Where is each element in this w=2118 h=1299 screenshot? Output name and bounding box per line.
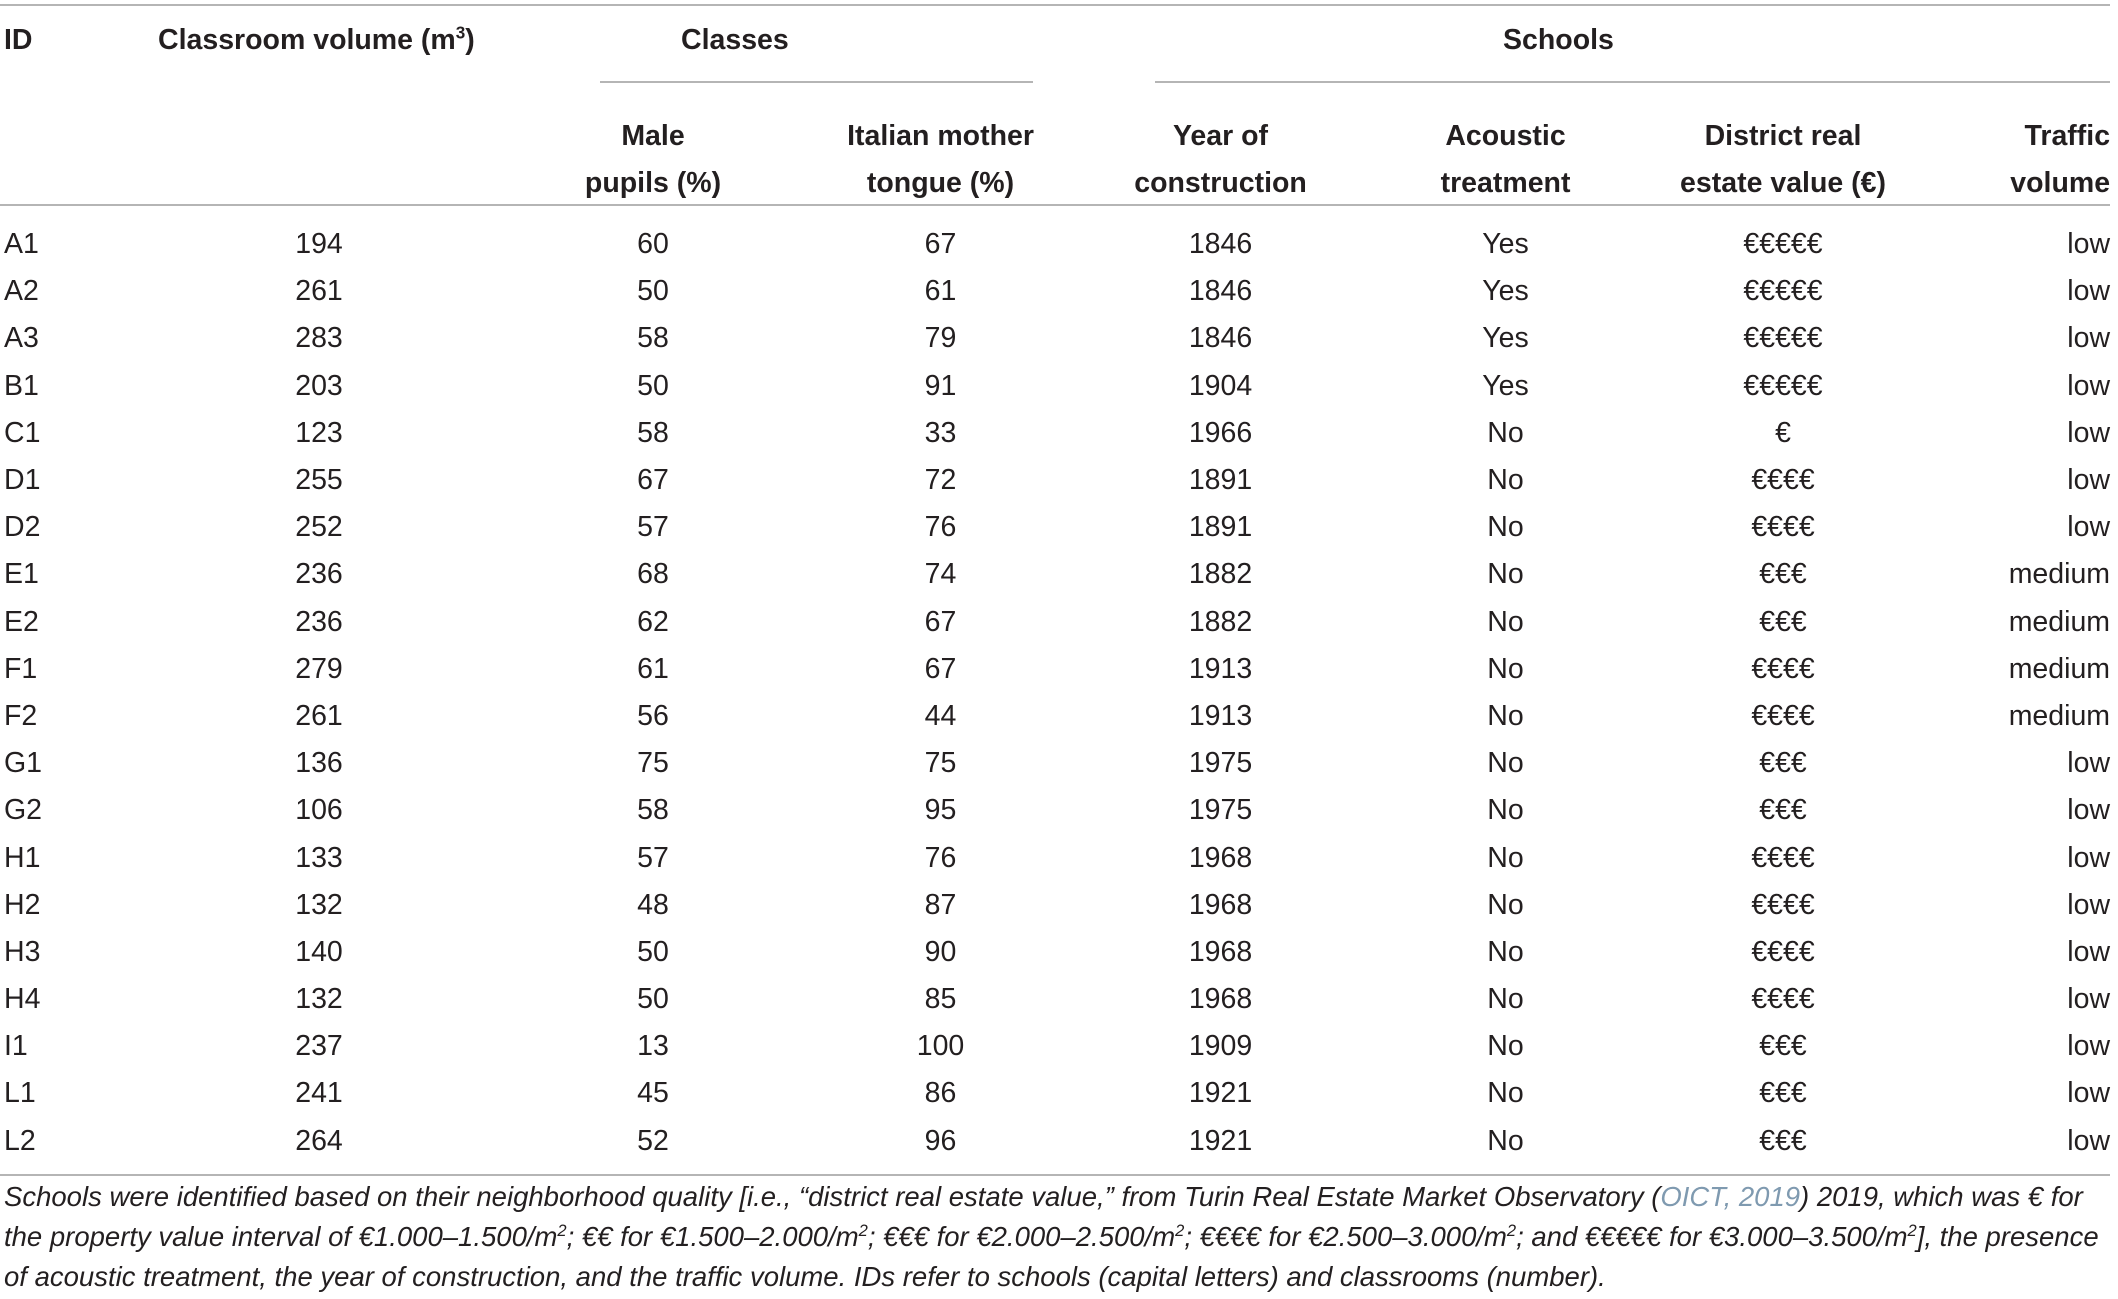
- cell-district-value: €€€: [1759, 1077, 1807, 1110]
- group-header-classes: Classes: [681, 24, 789, 56]
- cell-volume: 261: [295, 275, 343, 308]
- cell-year: 1968: [1188, 935, 1253, 968]
- cell-volume: 237: [295, 1030, 343, 1063]
- cell-acoustic: Yes: [1482, 322, 1529, 355]
- acoustic-line-1: Acoustic: [1445, 120, 1566, 152]
- cell-id: G2: [4, 794, 43, 827]
- header-column-row: [0, 99, 2110, 221]
- col-header-volume-empty: [110, 99, 528, 221]
- district-line-2: estate value (€): [1680, 167, 1886, 199]
- cell-male-pct: [528, 504, 798, 551]
- cell-volume: 132: [295, 983, 343, 1016]
- cell-male-pct-value: 50: [637, 935, 669, 968]
- cell-italian-pct: 85: [924, 983, 957, 1016]
- cell-italian-pct: 86: [924, 1077, 957, 1110]
- table-row: [0, 268, 2110, 315]
- cell-volume: 279: [295, 652, 343, 685]
- cell-id: C1: [4, 416, 41, 449]
- cell-acoustic: No: [1487, 794, 1524, 827]
- cell-year: 1846: [1188, 322, 1253, 355]
- cell-acoustic: No: [1487, 1030, 1524, 1063]
- cell-volume: 140: [295, 935, 343, 968]
- cell-male-pct-value: 50: [637, 983, 669, 1016]
- cell-year: 1891: [1188, 464, 1253, 497]
- table-body: [0, 221, 2110, 1165]
- footnote-part-3: ; €€ for €1.500–2.000/m: [566, 1221, 859, 1252]
- cell-traffic: low: [2067, 275, 2111, 308]
- cell-italian-pct: 76: [924, 511, 957, 544]
- cell-male-pct-value: 58: [637, 416, 669, 449]
- cell-male-pct-value: 57: [637, 841, 669, 874]
- cell-male-pct-value: 50: [637, 369, 669, 402]
- table-row: [0, 693, 2110, 740]
- cell-acoustic: No: [1487, 1077, 1524, 1110]
- cell-id: E2: [4, 605, 39, 638]
- cell-male-pct-value: 61: [637, 652, 669, 685]
- table-row: [0, 976, 2110, 1023]
- cell-traffic: low: [2067, 511, 2111, 544]
- cell-acoustic: No: [1487, 747, 1524, 780]
- cell-id: B1: [4, 369, 39, 402]
- cell-volume: 123: [295, 416, 343, 449]
- cell-year: 1921: [1188, 1124, 1253, 1157]
- table-row: [0, 646, 2110, 693]
- cell-year: 1909: [1188, 1030, 1253, 1063]
- cell-volume: 241: [295, 1077, 343, 1110]
- group-header-schools: Schools: [1503, 24, 1614, 56]
- cell-male-pct-value: 50: [637, 275, 669, 308]
- cell-district-value: €€€: [1759, 747, 1807, 780]
- footnote-sup-5: 2: [1907, 1221, 1917, 1240]
- cell-male-pct: [528, 599, 798, 646]
- footnote-sup-2: 2: [858, 1221, 868, 1240]
- cell-acoustic: No: [1487, 699, 1524, 732]
- cell-male-pct-value: 45: [637, 1077, 669, 1110]
- cell-district-value: €€€€: [1751, 935, 1815, 968]
- cell-male-pct: [528, 976, 798, 1023]
- table-row: [0, 551, 2110, 598]
- cell-volume: 194: [295, 228, 343, 261]
- cell-year: 1921: [1188, 1077, 1253, 1110]
- cell-acoustic: No: [1487, 935, 1524, 968]
- cell-district-value: €€€: [1759, 1124, 1807, 1157]
- cell-acoustic: No: [1487, 605, 1524, 638]
- cell-year: 1904: [1188, 369, 1253, 402]
- cell-year: 1968: [1188, 841, 1253, 874]
- male-line-1: Male: [621, 120, 685, 152]
- cell-male-pct: [528, 646, 798, 693]
- cell-traffic: medium: [2008, 558, 2111, 591]
- footnote-sup-3: 2: [1175, 1221, 1185, 1240]
- cell-italian-pct: 87: [924, 888, 957, 921]
- cell-traffic: low: [2067, 888, 2111, 921]
- cell-traffic: low: [2067, 1030, 2111, 1063]
- cell-id: D2: [4, 511, 41, 544]
- year-line-1: Year of: [1172, 120, 1269, 152]
- header-group-row: [0, 0, 2110, 99]
- cell-traffic: low: [2067, 369, 2111, 402]
- cell-id: A3: [4, 322, 39, 355]
- cell-italian-pct: 75: [924, 747, 957, 780]
- cell-male-pct-value: 60: [637, 228, 669, 261]
- col-header-acoustic: [1358, 99, 1653, 221]
- col-header-volume: [110, 0, 528, 99]
- cell-district-value: €€€€€: [1743, 228, 1823, 261]
- cell-italian-pct: 95: [924, 794, 957, 827]
- cell-id: H3: [4, 935, 41, 968]
- cell-year: 1968: [1188, 888, 1253, 921]
- cell-italian-pct: 44: [924, 699, 957, 732]
- cell-district-value: €€€€€: [1743, 322, 1823, 355]
- table-footnote: [4, 1177, 2114, 1297]
- cell-volume: 255: [295, 464, 343, 497]
- cell-traffic: low: [2067, 322, 2111, 355]
- cell-male-pct: [528, 551, 798, 598]
- cell-male-pct: [528, 1070, 798, 1117]
- cell-id: E1: [4, 558, 39, 591]
- cell-male-pct-value: 67: [637, 464, 669, 497]
- cell-male-pct-value: 75: [637, 747, 669, 780]
- cell-year: 1891: [1188, 511, 1253, 544]
- cell-male-pct: [528, 315, 798, 362]
- cell-acoustic: No: [1487, 888, 1524, 921]
- footnote-part-5: ; €€€€ for €2.500–3.000/m: [1184, 1221, 1507, 1252]
- cell-year: 1846: [1188, 275, 1253, 308]
- cell-italian-pct: 100: [916, 1030, 965, 1063]
- cell-acoustic: Yes: [1482, 228, 1529, 261]
- traffic-line-1: Traffic: [2024, 120, 2111, 152]
- cell-male-pct: [528, 882, 798, 929]
- cell-male-pct-value: 56: [637, 699, 669, 732]
- cell-id: L1: [4, 1077, 36, 1110]
- cell-year: 1975: [1188, 747, 1253, 780]
- col-header-id-empty: [0, 99, 110, 221]
- cell-italian-pct: 67: [924, 652, 957, 685]
- cell-year: 1882: [1188, 605, 1253, 638]
- cell-male-pct: [528, 740, 798, 787]
- cell-district-value: €€€€: [1751, 983, 1815, 1016]
- cell-male-pct-value: 68: [637, 558, 669, 591]
- cell-id: A1: [4, 228, 39, 261]
- cell-id: F1: [4, 652, 38, 685]
- cell-male-pct-value: 57: [637, 511, 669, 544]
- footnote-part-7: ], the presence of acoustic treatment, the year of construction, and the traffic volume. IDs refer to schools (capital letters) and classrooms (number).: [4, 1221, 2099, 1292]
- table-row: [0, 221, 2110, 268]
- cell-male-pct: [528, 363, 798, 410]
- volume-close: ): [465, 24, 475, 56]
- cell-traffic: low: [2067, 416, 2111, 449]
- table-row: [0, 1070, 2110, 1117]
- italian-line-1: Italian mother: [847, 120, 1034, 152]
- cell-male-pct-value: 13: [637, 1030, 669, 1063]
- cell-male-pct-value: 48: [637, 888, 669, 921]
- cell-male-pct: [528, 221, 798, 268]
- footnote-part-4: ; €€€ for €2.000–2.500/m: [867, 1221, 1176, 1252]
- footnote-citation-link[interactable]: OICT, 2019: [1660, 1181, 1801, 1212]
- col-header-traffic: [1913, 99, 2110, 221]
- cell-male-pct: [528, 457, 798, 504]
- cell-district-value: €€€€€: [1743, 275, 1823, 308]
- volume-superscript: 3: [455, 23, 466, 43]
- col-header-id: ID: [4, 24, 33, 56]
- table-row: [0, 929, 2110, 976]
- cell-id: D1: [4, 464, 41, 497]
- col-header-year: [1083, 99, 1358, 221]
- cell-volume: 133: [295, 841, 343, 874]
- cell-traffic: low: [2067, 794, 2111, 827]
- cell-volume: 261: [295, 699, 343, 732]
- col-header-district: [1653, 99, 1913, 221]
- cell-italian-pct: 61: [924, 275, 957, 308]
- volume-label: Classroom volume (m: [158, 24, 456, 56]
- table-row: [0, 787, 2110, 834]
- cell-italian-pct: 91: [924, 369, 957, 402]
- cell-district-value: €€€: [1759, 605, 1807, 638]
- cell-district-value: €€€: [1759, 794, 1807, 827]
- cell-male-pct-value: 52: [637, 1124, 669, 1157]
- cell-id: H1: [4, 841, 41, 874]
- cell-acoustic: No: [1487, 652, 1524, 685]
- cell-district-value: €: [1775, 416, 1791, 449]
- cell-italian-pct: 90: [924, 935, 957, 968]
- cell-acoustic: No: [1487, 511, 1524, 544]
- footnote-sup-1: 2: [557, 1221, 567, 1240]
- cell-volume: 136: [295, 747, 343, 780]
- cell-district-value: €€€€: [1751, 841, 1815, 874]
- cell-male-pct-value: 58: [637, 322, 669, 355]
- cell-year: 1913: [1188, 652, 1253, 685]
- cell-traffic: low: [2067, 228, 2111, 261]
- cell-district-value: €€€€: [1751, 511, 1815, 544]
- cell-id: G1: [4, 747, 43, 780]
- cell-acoustic: No: [1487, 983, 1524, 1016]
- cell-year: 1975: [1188, 794, 1253, 827]
- cell-volume: 236: [295, 558, 343, 591]
- footnote-sup-4: 2: [1506, 1221, 1517, 1240]
- cell-acoustic: No: [1487, 464, 1524, 497]
- table-row: [0, 834, 2110, 881]
- cell-traffic: low: [2067, 464, 2111, 497]
- cell-district-value: €€€€€: [1743, 369, 1823, 402]
- cell-acoustic: No: [1487, 841, 1524, 874]
- year-line-2: construction: [1134, 167, 1307, 199]
- cell-id: H4: [4, 983, 41, 1016]
- cell-male-pct: [528, 693, 798, 740]
- footnote-part-6: ; and €€€€€ for €3.000–3.500/m: [1516, 1221, 1908, 1252]
- cell-id: H2: [4, 888, 41, 921]
- cell-male-pct: [528, 410, 798, 457]
- cell-year: 1968: [1188, 983, 1253, 1016]
- cell-italian-pct: 33: [924, 416, 957, 449]
- cell-acoustic: Yes: [1482, 369, 1529, 402]
- cell-male-pct: [528, 834, 798, 881]
- footnote-part-2: ) 2019, which was € for the property value interval of €1.000–1.500/m: [4, 1181, 2083, 1252]
- cell-traffic: medium: [2008, 699, 2111, 732]
- cell-id: F2: [4, 699, 38, 732]
- district-line-1: District real: [1704, 120, 1862, 152]
- cell-volume: 264: [295, 1124, 343, 1157]
- cell-traffic: low: [2067, 1124, 2111, 1157]
- cell-traffic: medium: [2008, 652, 2111, 685]
- cell-traffic: low: [2067, 747, 2111, 780]
- col-header-italian: [798, 99, 1083, 221]
- traffic-line-2: volume: [2010, 167, 2111, 199]
- cell-year: 1882: [1188, 558, 1253, 591]
- table-bottom-rule: [0, 1174, 2110, 1176]
- table-row: [0, 599, 2110, 646]
- table-row: [0, 1023, 2110, 1070]
- cell-italian-pct: 67: [924, 228, 957, 261]
- cell-male-pct: [528, 1023, 798, 1070]
- table-row: [0, 363, 2110, 410]
- cell-traffic: low: [2067, 841, 2111, 874]
- cell-district-value: €€€€: [1751, 652, 1815, 685]
- cell-acoustic: Yes: [1482, 275, 1529, 308]
- male-line-2: pupils (%): [584, 167, 722, 199]
- cell-volume: 283: [295, 322, 343, 355]
- cell-traffic: low: [2067, 1077, 2111, 1110]
- cell-male-pct: [528, 787, 798, 834]
- cell-district-value: €€€€: [1751, 699, 1815, 732]
- cell-italian-pct: 67: [924, 605, 957, 638]
- acoustic-line-2: treatment: [1440, 167, 1571, 199]
- cell-italian-pct: 72: [924, 464, 957, 497]
- cell-italian-pct: 76: [924, 841, 957, 874]
- cell-acoustic: No: [1487, 1124, 1524, 1157]
- cell-year: 1966: [1188, 416, 1253, 449]
- cell-male-pct: [528, 1118, 798, 1165]
- cell-volume: 132: [295, 888, 343, 921]
- cell-acoustic: No: [1487, 558, 1524, 591]
- cell-italian-pct: 79: [924, 322, 957, 355]
- cell-male-pct-value: 58: [637, 794, 669, 827]
- cell-traffic: medium: [2008, 605, 2111, 638]
- table-row: [0, 410, 2110, 457]
- table-row: [0, 504, 2110, 551]
- cell-volume: 252: [295, 511, 343, 544]
- cell-traffic: low: [2067, 935, 2111, 968]
- cell-italian-pct: 74: [924, 558, 957, 591]
- table-row: [0, 1118, 2110, 1165]
- cell-year: 1846: [1188, 228, 1253, 261]
- cell-volume: 106: [295, 794, 343, 827]
- cell-id: L2: [4, 1124, 36, 1157]
- cell-district-value: €€€€: [1751, 888, 1815, 921]
- cell-italian-pct: 96: [924, 1124, 957, 1157]
- table-row: [0, 740, 2110, 787]
- cell-year: 1913: [1188, 699, 1253, 732]
- cell-male-pct-value: 62: [637, 605, 669, 638]
- cell-district-value: €€€: [1759, 558, 1807, 591]
- cell-volume: 203: [295, 369, 343, 402]
- cell-acoustic: No: [1487, 416, 1524, 449]
- cell-district-value: €€€: [1759, 1030, 1807, 1063]
- cell-district-value: €€€€: [1751, 464, 1815, 497]
- cell-id: I1: [4, 1030, 28, 1063]
- cell-male-pct: [528, 929, 798, 976]
- cell-traffic: low: [2067, 983, 2111, 1016]
- italian-line-2: tongue (%): [866, 167, 1015, 199]
- cell-volume: 236: [295, 605, 343, 638]
- table-row: [0, 315, 2110, 362]
- footnote-part-1: Schools were identified based on their neighborhood quality [i.e., “district real estate value,” from Turin Real Estate Market Observatory (: [4, 1181, 1661, 1212]
- table-row: [0, 457, 2110, 504]
- cell-male-pct: [528, 268, 798, 315]
- col-header-male: [528, 99, 798, 221]
- cell-id: A2: [4, 275, 39, 308]
- table-row: [0, 882, 2110, 929]
